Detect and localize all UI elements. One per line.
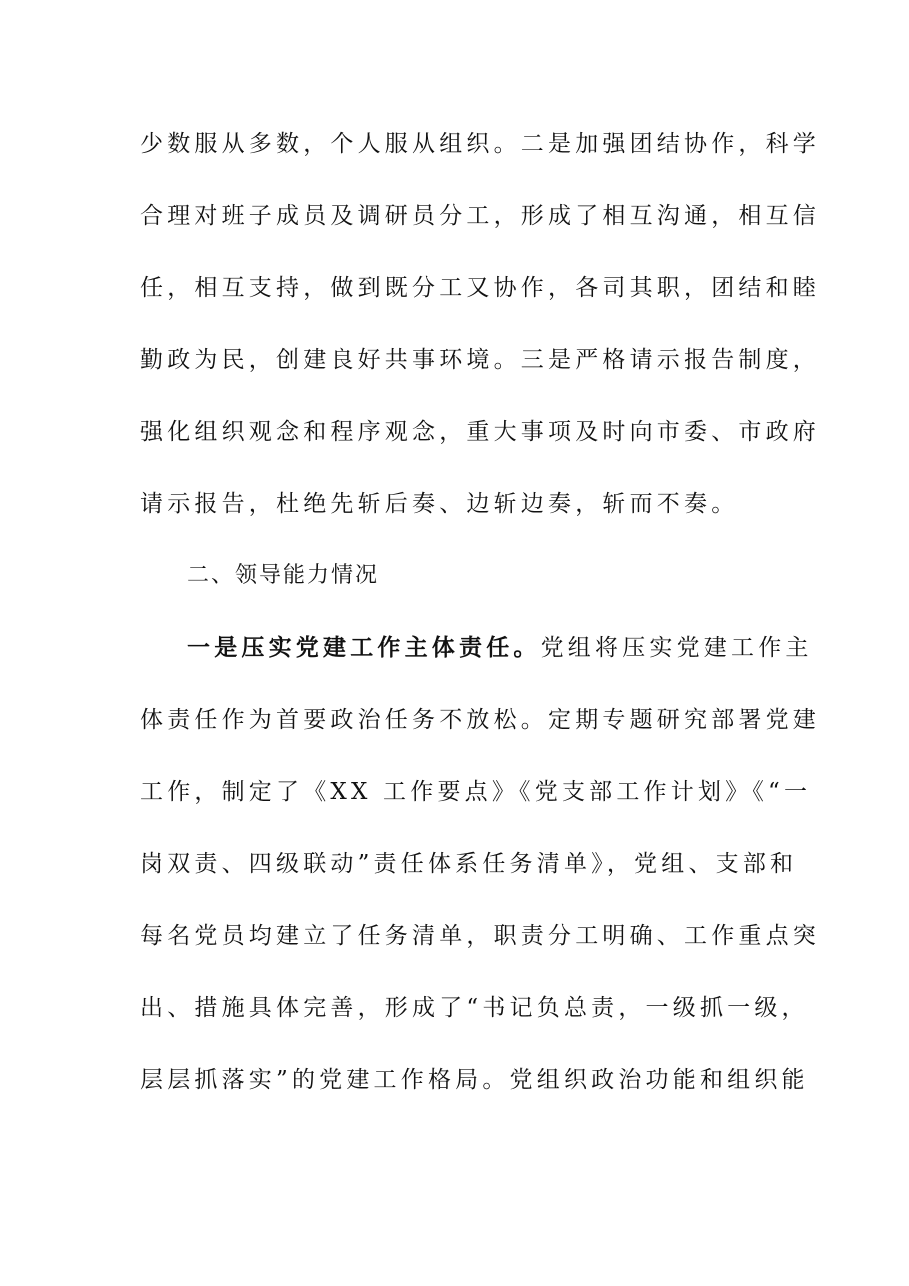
body-text-line: 少数服从多数，个人服从组织。二是加强团结协作，科学 [140,131,820,157]
body-text-line: 勤政为民，创建良好共事环境。三是严格请示报告制度， [140,347,820,373]
body-text-line: 岗双责、四级联动”责任体系任务清单》，党组、支部和 [140,851,798,877]
body-text-line: 每名党员均建立了任务清单，职责分工明确、工作重点突 [140,923,820,949]
body-text-line: 合理对班子成员及调研员分工，形成了相互沟通，相互信 [140,203,820,229]
body-text-line: 任，相互支持，做到既分工又协作，各司其职，团结和睦 [140,275,820,301]
body-text-line: 强化组织观念和程序观念，重大事项及时向市委、市政府 [140,419,820,445]
body-text-line: 层层抓落实”的党建工作格局。党组织政治功能和组织能 [140,1067,809,1093]
body-text-line: 请示报告，杜绝先斩后奏、边斩边奏，斩而不奏。 [140,491,739,517]
body-text-line: 出、措施具体完善，形成了“书记负总责，一级抓一级， [140,995,809,1021]
first-line-rest: 党组将压实党建工作主 [540,635,813,661]
body-text-line: 工作，制定了《XX 工作要点》《党支部工作计划》《“一 [140,779,812,805]
body-text-line: 体责任作为首要政治任务不放松。定期专题研究部署党建 [140,707,820,733]
bold-lead-text: 一是压实党建工作主体责任。 [187,634,541,661]
paragraph-first-line [187,628,813,668]
section-heading: 二、领导能力情况 [187,563,380,588]
